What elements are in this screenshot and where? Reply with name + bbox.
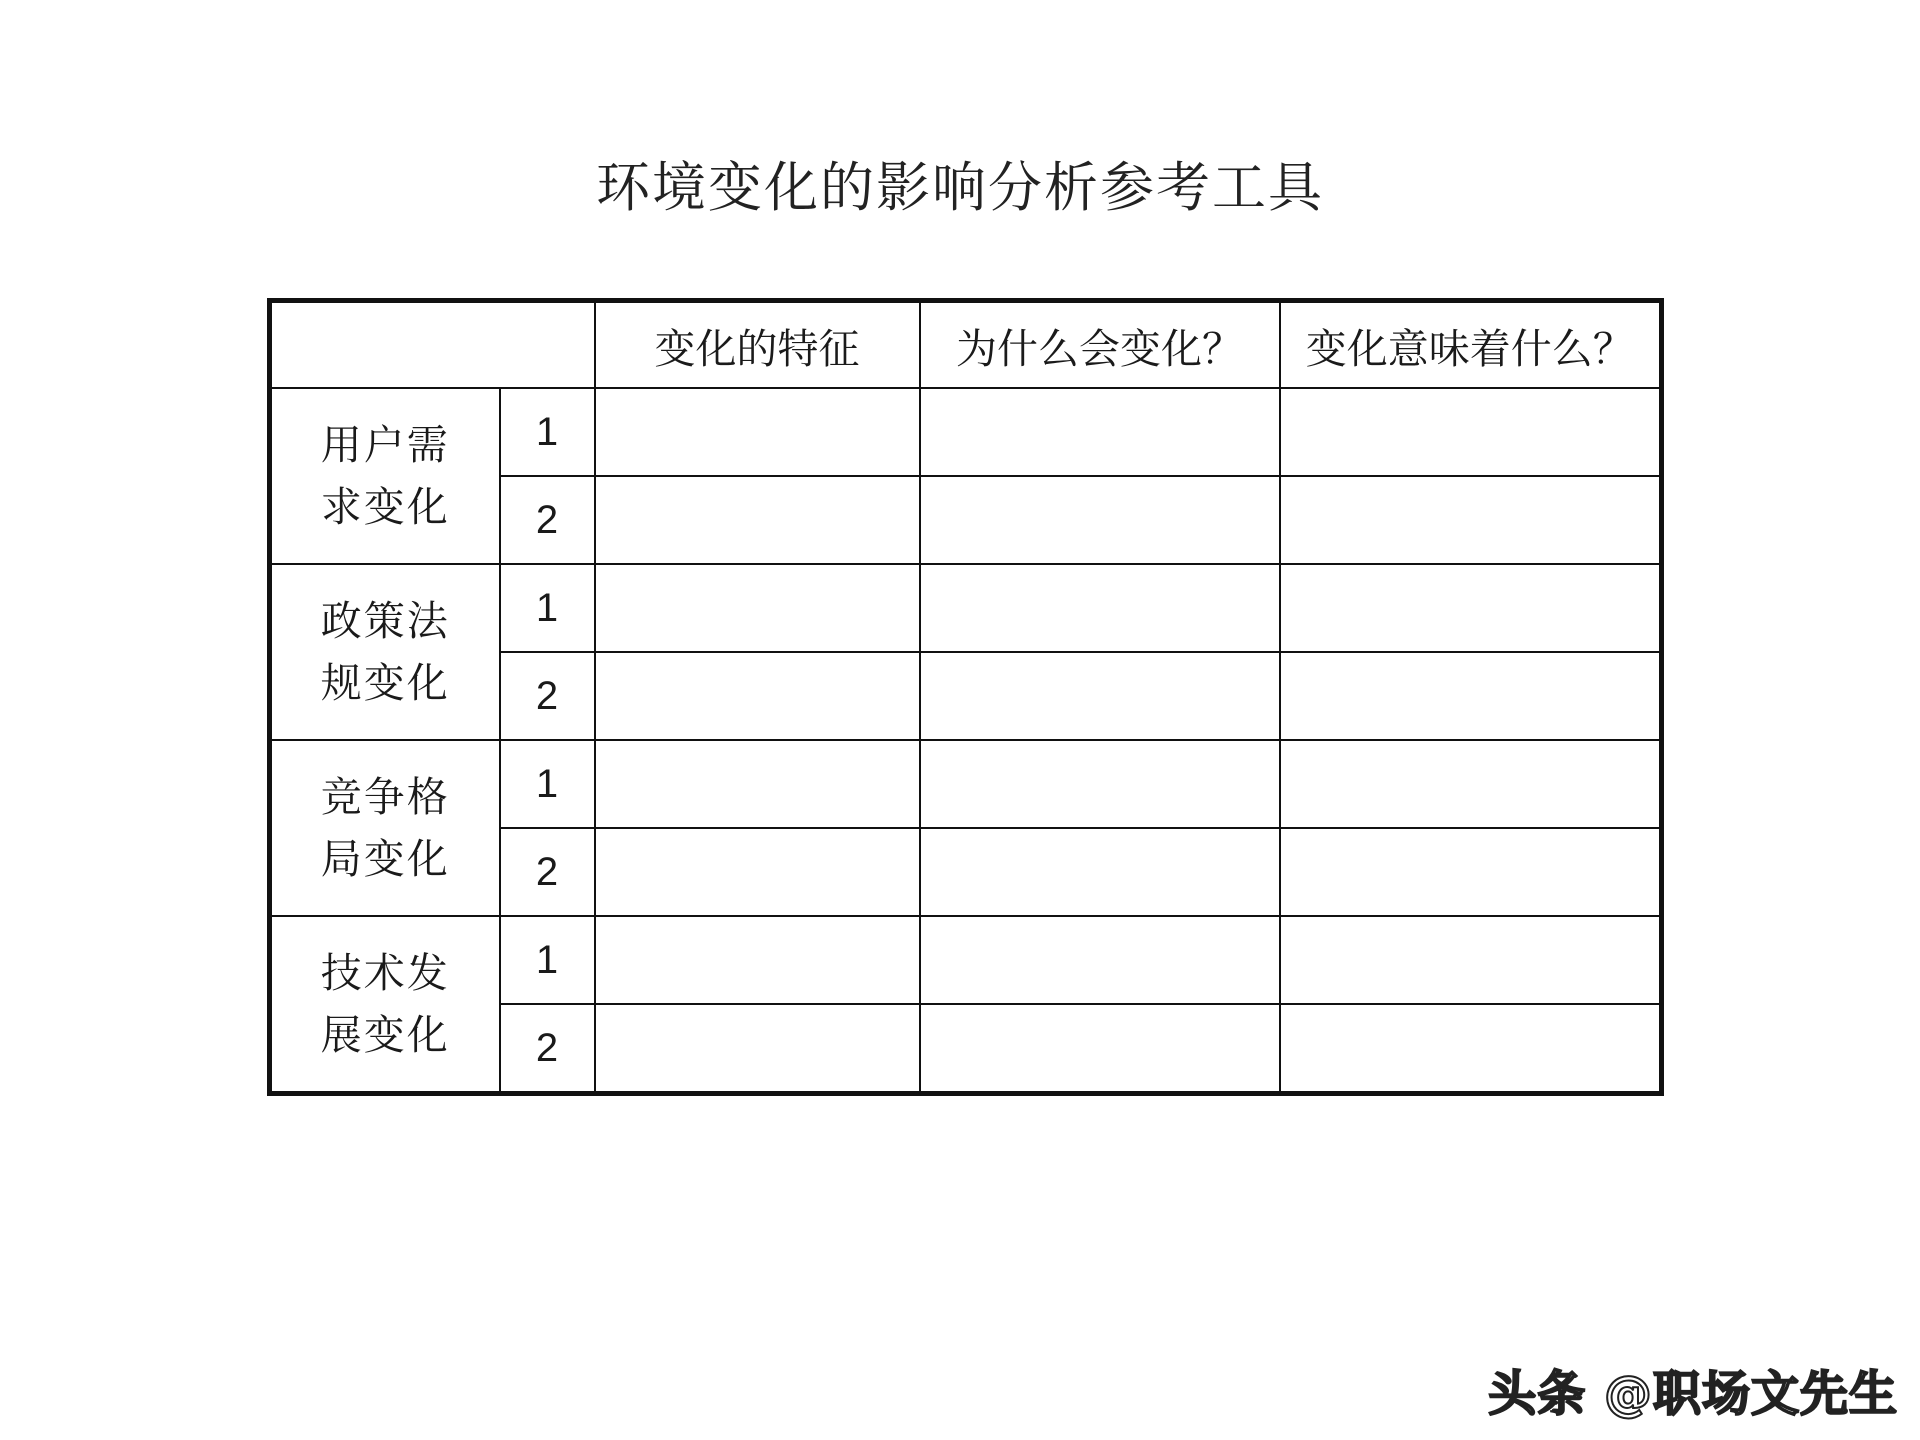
cell-reason[interactable] (920, 740, 1280, 828)
cell-feature[interactable] (595, 476, 920, 564)
category-label: 竞争格 (320, 773, 450, 821)
cell-reason[interactable] (920, 652, 1280, 740)
category-label: 展变化 (320, 1011, 450, 1059)
row-number: 1 (500, 564, 595, 652)
analysis-table (267, 298, 1664, 1096)
category-competition (270, 740, 500, 916)
document-title: 环境变化的影响分析参考工具 (596, 156, 1324, 219)
category-label: 政策法 (320, 597, 450, 645)
cell-feature[interactable] (595, 828, 920, 916)
table-row (270, 740, 1662, 828)
cell-meaning[interactable] (1280, 828, 1662, 916)
cell-meaning[interactable] (1280, 740, 1662, 828)
table-row (270, 564, 1662, 652)
cell-reason[interactable] (920, 476, 1280, 564)
header-feature: 变化的特征 (595, 301, 920, 389)
row-number: 1 (500, 916, 595, 1004)
row-number: 2 (500, 828, 595, 916)
cell-feature[interactable] (595, 388, 920, 476)
category-label: 求变化 (320, 483, 450, 531)
cell-feature[interactable] (595, 916, 920, 1004)
cell-reason[interactable] (920, 564, 1280, 652)
category-label: 用户需 (320, 421, 450, 469)
cell-meaning[interactable] (1280, 652, 1662, 740)
table-row (270, 388, 1662, 476)
cell-reason[interactable] (920, 828, 1280, 916)
table-header-row (270, 301, 1662, 389)
cell-feature[interactable] (595, 740, 920, 828)
cell-meaning[interactable] (1280, 916, 1662, 1004)
header-corner-cell (270, 301, 595, 389)
category-user-demand (270, 388, 500, 564)
cell-reason[interactable] (920, 1004, 1280, 1094)
row-number: 1 (500, 740, 595, 828)
category-policy (270, 564, 500, 740)
cell-meaning[interactable] (1280, 564, 1662, 652)
header-reason: 为什么会变化？ (920, 301, 1280, 389)
category-technology (270, 916, 500, 1094)
row-number: 2 (500, 476, 595, 564)
row-number: 1 (500, 388, 595, 476)
watermark: 头条 @职场文先生 (1488, 1366, 1898, 1422)
cell-reason[interactable] (920, 388, 1280, 476)
cell-meaning[interactable] (1280, 476, 1662, 564)
category-label: 技术发 (320, 949, 450, 997)
cell-meaning[interactable] (1280, 1004, 1662, 1094)
header-meaning: 变化意味着什么？ (1280, 301, 1662, 389)
cell-feature[interactable] (595, 652, 920, 740)
row-number: 2 (500, 652, 595, 740)
cell-feature[interactable] (595, 1004, 920, 1094)
cell-meaning[interactable] (1280, 388, 1662, 476)
category-label: 规变化 (320, 659, 450, 707)
category-label: 局变化 (320, 835, 450, 883)
row-number: 2 (500, 1004, 595, 1094)
cell-reason[interactable] (920, 916, 1280, 1004)
cell-feature[interactable] (595, 564, 920, 652)
table-row (270, 916, 1662, 1004)
